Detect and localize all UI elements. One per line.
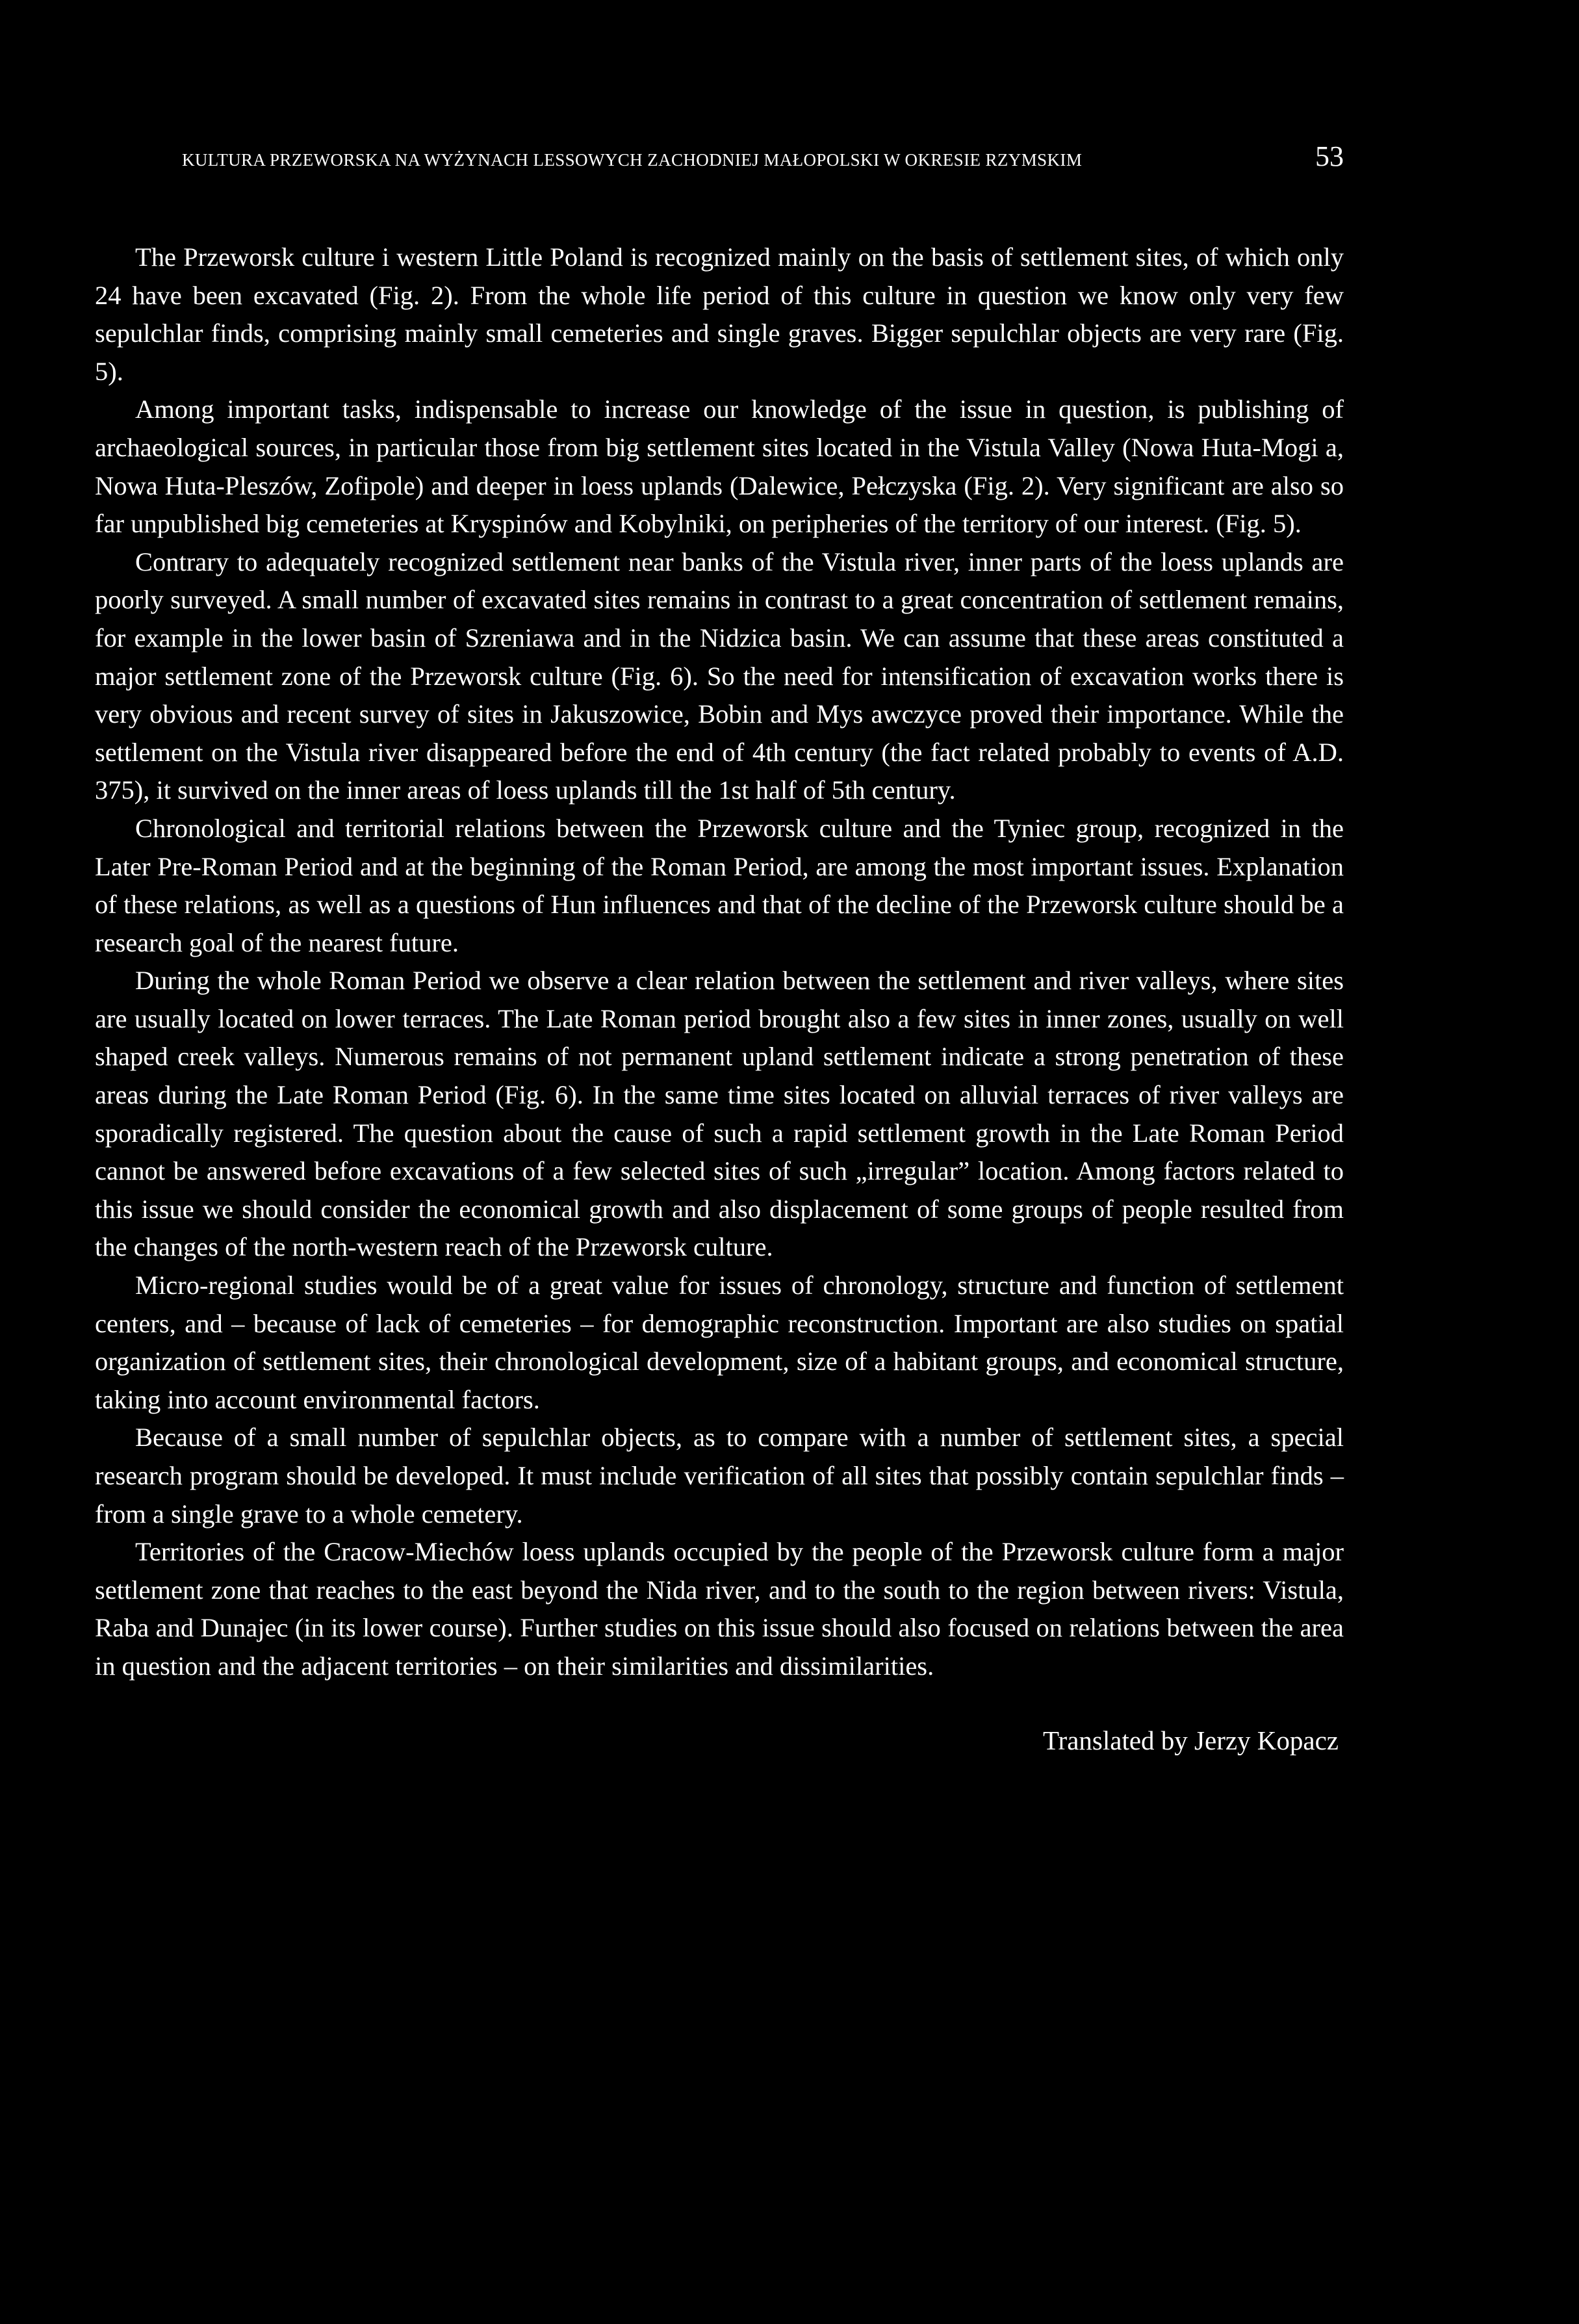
translator-credit: Translated by Jerzy Kopacz [1042,1725,1339,1755]
paragraph: The Przeworsk culture i western Little Poland is recognized mainly on the basis of settlement sites, of which only 24 have been excavated (Fig. 2). From the whole life period of this culture in question we know only very few sepulchlar finds, comprising mainly small cemeteries and single graves. Bigger sepulchlar objects are very rare (Fig. 5). [95,242,1344,386]
page-number: 53 [1315,140,1344,172]
paragraph: Because of a small number of sepulchlar objects, as to compare with a number of settlement sites, a special research program should be developed. It must include verification of all sites that possibly contain sepulchlar finds – from a single grave to a whole cemetery. [95,1423,1344,1529]
paragraph: Contrary to adequately recognized settlement near banks of the Vistula river, inner parts of the loess uplands are poorly surveyed. A small number of excavated sites remains in contrast to a great concentration of settlement remains, for example in the lower basin of Szreniawa and in the Nidzica basin. We can assume that these areas constituted a major settlement zone of the Przeworsk culture (Fig. 6). So the need for intensification of excavation works there is very obvious and recent survey of sites in Jakuszowice, Bobin and Mys awczyce proved their importance. While the settlement on the Vistula river disappeared before the end of 4th century (the fact related probably to events of A.D. 375), it survived on the inner areas of loess uplands till the 1st half of 5th century. [95,547,1344,805]
paragraph: Micro-regional studies would be of a great value for issues of chronology, structure and function of settlement centers, and – because of lack of cemeteries – for demographic reconstruction. Important are also studies on spatial organization of settlement sites, their chronological development, size of a habitant groups, and economical structure, taking into account environmental factors. [95,1271,1344,1414]
body-text [95,239,1344,1686]
paragraph: Chronological and territorial relations between the Przeworsk culture and the Tyniec group, recognized in the Later Pre-Roman Period and at the beginning of the Roman Period, are among the most important issues. Explanation of these relations, as well as a questions of Hun influences and that of the decline of the Przeworsk culture should be a research goal of the nearest future. [95,813,1344,957]
paragraph: During the whole Roman Period we observe a clear relation between the settlement and river valleys, where sites are usually located on lower terraces. The Late Roman period brought also a few sites in inner zones, usually on well shaped creek valleys. Numerous remains of not permanent upland settlement indicate a strong penetration of these areas during the Late Roman Period (Fig. 6). In the same time sites located on alluvial terraces of river valleys are sporadically registered. The question about the cause of such a rapid settlement growth in the Late Roman Period cannot be answered before excavations of a few selected sites of such „irregular” location. Among factors related to this issue we should consider the economical growth and also displacement of some groups of people resulted from the changes of the north-western reach of the Przeworsk culture. [95,966,1344,1262]
running-head [182,140,1344,185]
paragraph: Territories of the Cracow-Miechów loess uplands occupied by the people of the Przeworsk culture form a major settlement zone that reaches to the east beyond the Nida river, and to the south to the region between rivers: Vistula, Raba and Dunajec (in its lower course). Further studies on this issue should also focused on relations between the area in question and the adjacent territories – on their similarities and dissimilarities. [95,1537,1344,1681]
document-page [95,140,1344,1756]
paragraph: Among important tasks, indispensable to increase our knowledge of the issue in question, is publishing of archaeological sources, in particular those from big settlement sites located in the Vistula Valley (Nowa Huta-Mogi a, Nowa Huta-Pleszów, Zofipole) and deeper in loess uplands (Dalewice, Pełczyska (Fig. 2). Very significant are also so far unpublished big cemeteries at Kryspinów and Kobylniki, on peripheries of the territory of our interest. (Fig. 5). [95,394,1344,539]
running-title: KULTURA PRZEWORSKA NA WYŻYNACH LESSOWYCH ZACHODNIEJ MAŁOPOLSKI W OKRESIE RZYMSKIM [182,150,1083,170]
